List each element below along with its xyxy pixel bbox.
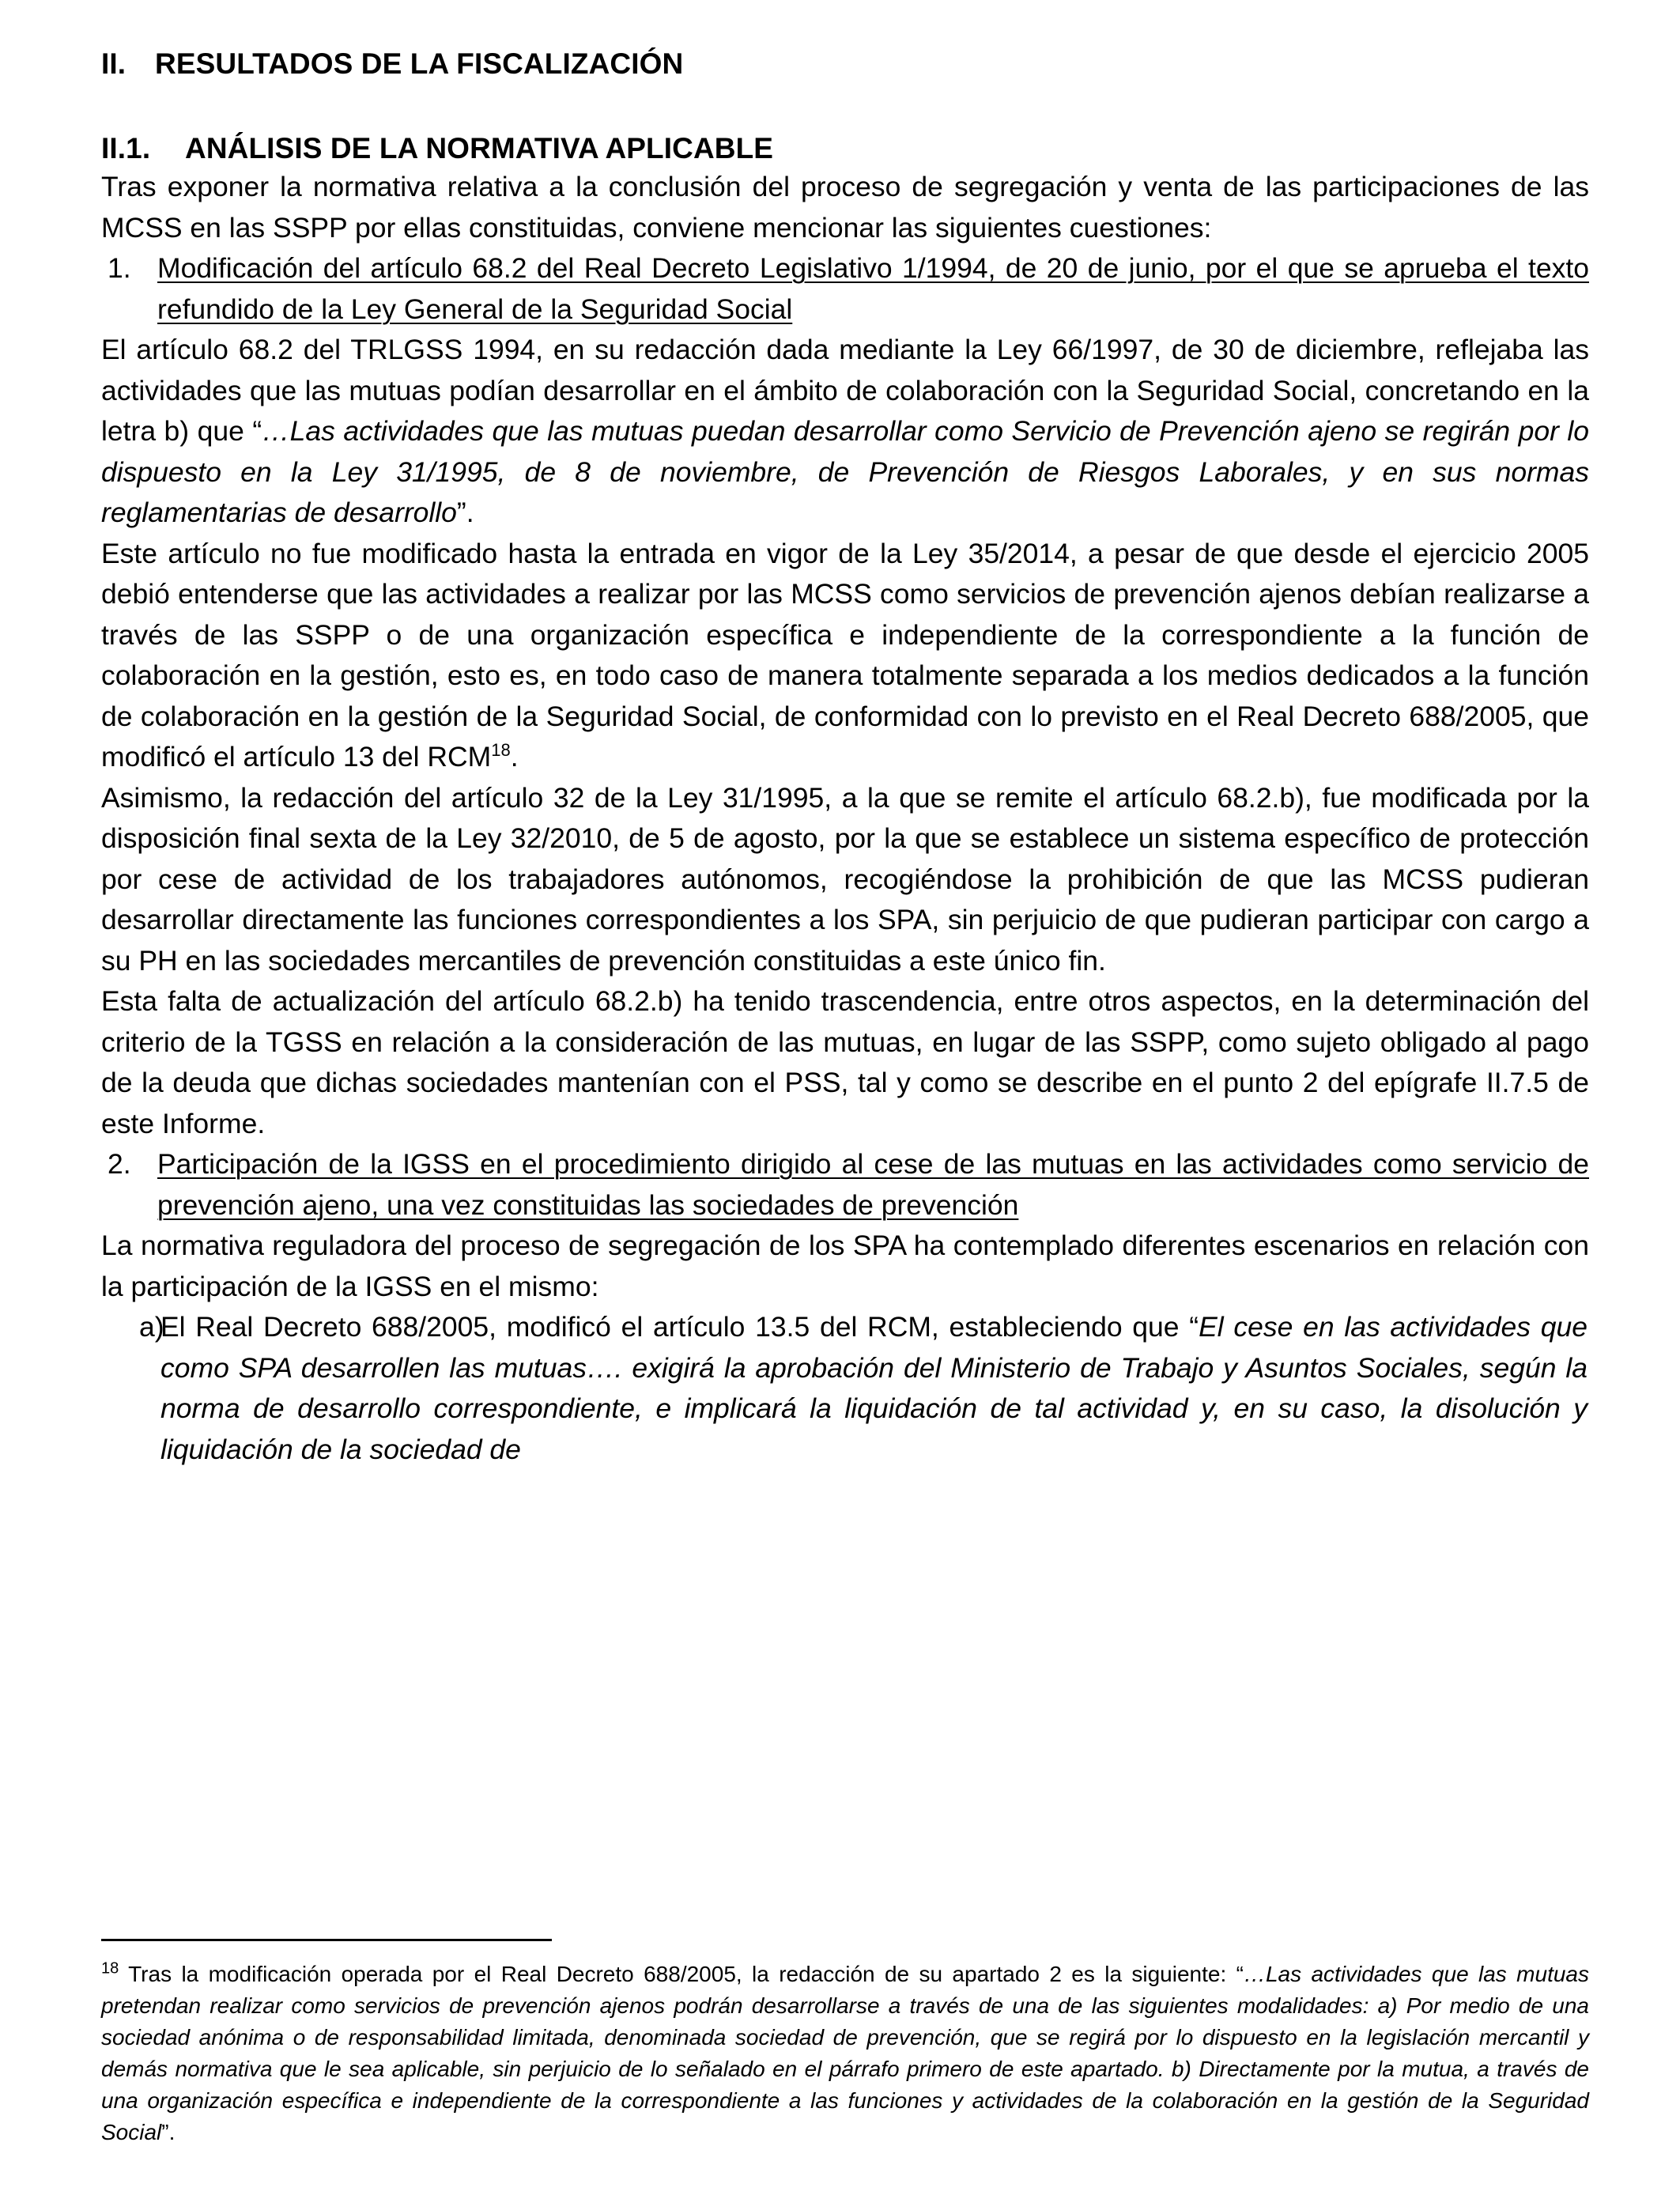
footnote-18 xyxy=(101,1959,1589,2148)
subsection-heading xyxy=(101,130,1589,167)
list-item-a-lead: El Real Decreto 688/2005, modificó el artículo 13.5 del RCM, estableciendo que “ xyxy=(160,1311,1199,1343)
section-heading xyxy=(101,46,1589,82)
section-heading-title: RESULTADOS DE LA FISCALIZACIÓN xyxy=(155,47,684,80)
list-item-1 xyxy=(101,248,1589,330)
footnote-18-quote: …Las actividades que las mutuas pretendan realizar como servicios de prevención ajenos podrán desarrollarse a través de una de las siguientes modalidades: a) Por medio de una sociedad anónima o de responsabilidad limitada, denominada sociedad de prevención, que se regirá por lo dispuesto en la legislación mercantil y demás normativa que le sea aplicable, sin perjuicio de lo señalado en el párrafo primero de este apartado. b) Directamente por la mutua, a través de una organización específica e independiente de la correspondiente a las funciones y actividades de la colaboración en la gestión de la Seguridad Social xyxy=(101,1962,1589,2144)
paragraph-68-2-lead: El artículo 68.2 del TRLGSS 1994, en su redacción dada mediante la Ley 66/1997, de 30 de diciembre, reflejaba las actividades que las mutuas podían desarrollar en el ámbito de colaboración con la Seguridad Social, concretando en la letra b) que “ xyxy=(101,334,1589,447)
paragraph-asimismo: Asimismo, la redacción del artículo 32 de la Ley 31/1995, a la que se remite el artículo 68.2.b), fue modificada por la disposición final sexta de la Ley 32/2010, de 5 de agosto, por la que se establece un sistema específico de protección por cese de actividad de los trabajadores autónomos, recogiéndose la prohibición de que las MCSS pudieran desarrollar directamente las funciones correspondientes a los SPA, sin perjuicio de que pudieran participar con cargo a su PH en las sociedades mercantiles de prevención constituidas a este único fin. xyxy=(101,781,1589,977)
list-item-2 xyxy=(101,1144,1589,1226)
footnote-18-lead: Tras la modificación operada por el Real Decreto 688/2005, la redacción de su apartado 2 es la siguiente: “ xyxy=(119,1962,1244,1986)
list-item-a xyxy=(101,1307,1589,1470)
footnote-reference-18[interactable]: 18 xyxy=(491,740,511,761)
paragraph-68-2-quote: …Las actividades que las mutuas puedan desarrollar como Servicio de Prevención ajeno se regirán por lo dispuesto en la Ley 31/1995, de 8 de noviembre, de Prevención de Riesgos Laborales, y en sus normas reglamentarias de desarrollo xyxy=(101,415,1590,528)
list-item-a-text xyxy=(160,1307,1589,1470)
list-item-1-heading: Modificación del artículo 68.2 del Real Decreto Legislativo 1/1994, de 20 de junio, por el que se aprueba el texto refundido de la Ley General de la Seguridad Social xyxy=(157,252,1589,325)
footnote-area xyxy=(101,1939,1589,2148)
paragraph-68-2-tail: ”. xyxy=(456,497,474,528)
subsection-heading-number: II.1. xyxy=(101,132,151,164)
list-item-2-marker: 2. xyxy=(108,1148,131,1180)
paragraph-normativa-reguladora: La normativa reguladora del proceso de segregación de los SPA ha contemplado diferentes escenarios en relación con la participación de la IGSS en el mismo: xyxy=(101,1230,1589,1302)
paragraph-ley-35-2014 xyxy=(101,534,1589,778)
intro-paragraph: Tras exponer la normativa relativa a la conclusión del proceso de segregación y venta de las participaciones de las MCSS en las SSPP por ellas constituidas, conviene mencionar las siguientes cuestiones: xyxy=(101,171,1589,244)
footnote-18-number: 18 xyxy=(101,1959,119,1978)
paragraph-35-2014-text: Este artículo no fue modificado hasta la entrada en vigor de la Ley 35/2014, a pesar de que desde el ejercicio 2005 debió entenderse que las actividades a realizar por las MCSS como servicios de prevención ajenos debían realizarse a través de las SSPP o de una organización específica e independiente de la correspondiente a la función de colaboración en la gestión, esto es, en todo caso de manera totalmente separada a los medios dedicados a la función de colaboración en la gestión de la Seguridad Social, de conformidad con lo previsto en el Real Decreto 688/2005, que modificó el artículo 13 del RCM xyxy=(101,537,1589,773)
footnote-separator-rule xyxy=(101,1939,552,1941)
list-item-1-marker: 1. xyxy=(108,252,131,284)
paragraph-falta-actualizacion: Esta falta de actualización del artículo 68.2.b) ha tenido trascendencia, entre otros aspectos, en la determinación del criterio de la TGSS en relación a la consideración de las mutuas, en lugar de las SSPP, como sujeto obligado al pago de la deuda que dichas sociedades mantenían con el PSS, tal y como se describe en el punto 2 del epígrafe II.7.5 de este Informe. xyxy=(101,985,1589,1139)
paragraph-articulo-68-2 xyxy=(101,330,1589,534)
subsection-heading-title: ANÁLISIS DE LA NORMATIVA APLICABLE xyxy=(185,132,774,164)
section-heading-number: II. xyxy=(101,47,126,80)
footnote-18-tail: ”. xyxy=(161,2120,176,2144)
list-item-2-heading: Participación de la IGSS en el procedimiento dirigido al cese de las mutuas en las actividades como servicio de prevención ajeno, una vez constituidas las sociedades de prevención xyxy=(157,1148,1589,1221)
document-body xyxy=(101,46,1589,1470)
list-item-a-quote: El cese en las actividades que como SPA desarrollen las mutuas…. exigirá la aprobación del Ministerio de Trabajo y Asuntos Sociales, según la norma de desarrollo correspondiente, e implicará la liquidación de tal actividad y, en su caso, la disolución y liquidación de la sociedad de xyxy=(160,1311,1588,1465)
paragraph-35-2014-tail: . xyxy=(510,741,519,773)
list-item-a-marker: a) xyxy=(139,1311,164,1343)
